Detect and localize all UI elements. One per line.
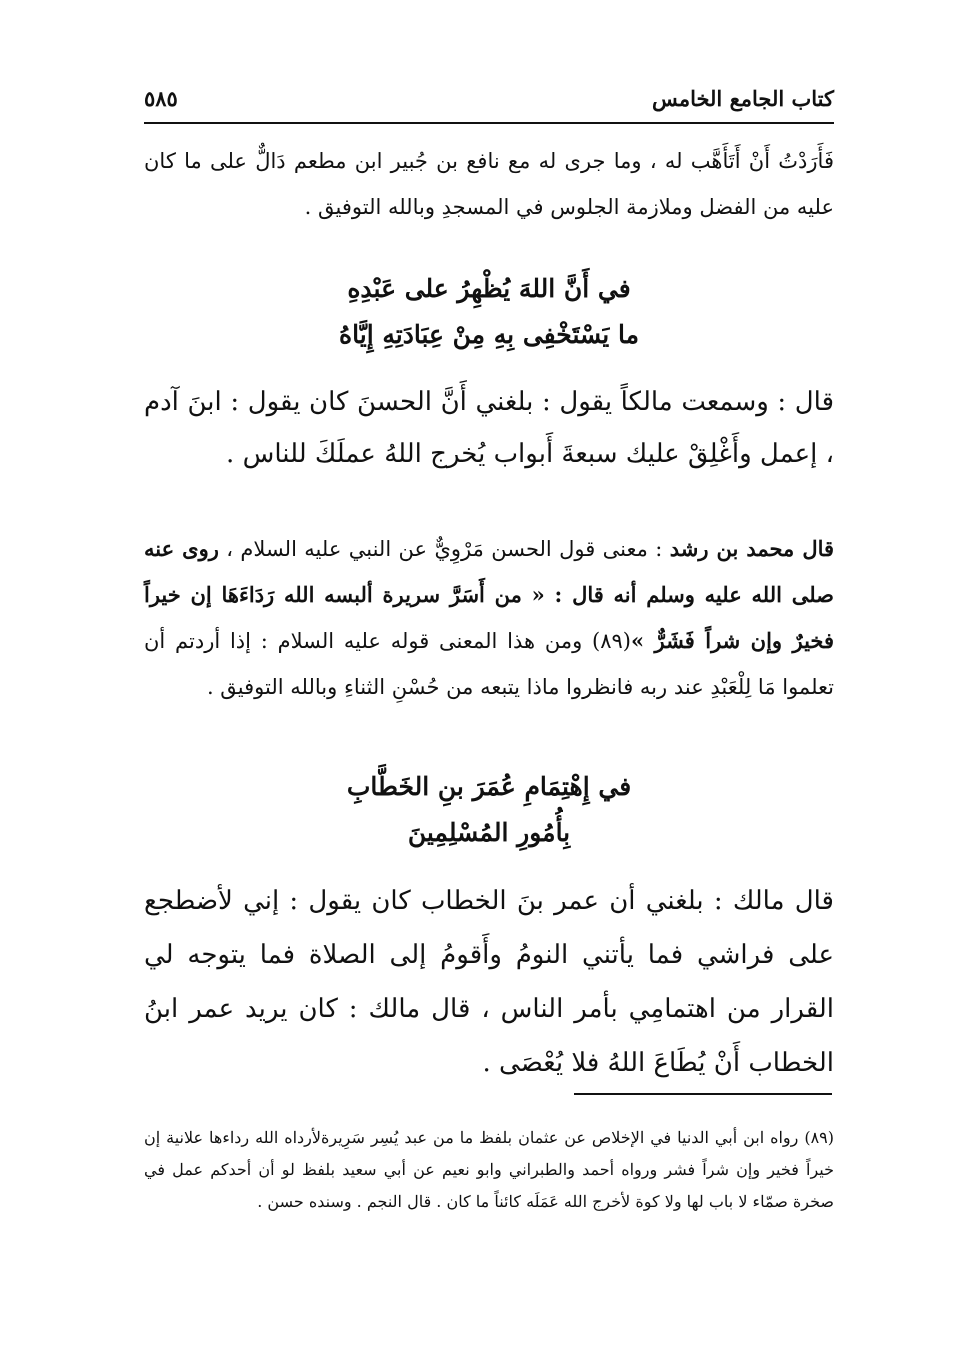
section-heading-1-line-1: في أَنَّ اللهَ يُظْهِرُ على عَبْدِهِ	[347, 274, 631, 303]
paragraph-3-part-a: : معنى قول الحسن مَرْوِيٌّ عن النبي عليه السلام ،	[218, 537, 670, 561]
section-heading-1-line-2: ما يَسْتَخْفِى بِهِ مِنْ عِبَادَتِهِ إِيَّاهُ	[339, 320, 639, 349]
section-heading-2-line-1: في إِهْتِمَامِ عُمَرَ بنِ الخَطَّابِ	[346, 772, 632, 801]
section-heading-2	[144, 764, 834, 856]
paragraph-1: فَأَرَدْتُ أَنْ أَتَأَهَّب له ، وما جرى له مع نافع بن جُبير ابن مطعم دَالٌّ على ما كان عليه من الفضل وملازمة الجلوس في المسجدِ وبالله التوفيق .	[144, 149, 834, 219]
footnote-divider	[574, 1093, 832, 1095]
page-number: ٥٨٥	[144, 86, 178, 111]
section-heading-1	[144, 266, 834, 358]
footnote-reference: (٨٩)	[591, 629, 631, 653]
header-divider	[144, 122, 834, 124]
footnote: (٨٩) رواه ابن أبي الدنيا في الإخلاص عن عثمان بلفظ ما من عبد يُسِر سَرِيرةلأرداه الله رداءها علانية إن خيراً فخير وإن شراً فشر ورواه أحمد والطبراني وابو نعيم عن أبي سعيد بلفظ لو أن أحدكم عمل في صخرة صمّاء لا باب لها ولا كوة لأخرج الله عَمَلَه كائناً ما كان . قال النجم . وسنده حسن .	[144, 1128, 834, 1211]
page-header	[144, 80, 834, 120]
paragraph-4: قال مالك : بلغني أن عمر بنَ الخطاب كان يقول : إني لأضطجع على فراشي فما يأتني النومُ وأَقومُ إلى الصلاة فما يتوجه لي القرار من اهتمامِي بأمر الناس ، قال مالك : كان يريد عمر ابنُ الخطاب أَنْ يُطَاعَ اللهُ فلا يُعْصَى .	[144, 886, 834, 1078]
paragraph-3-part-c: ومن هذا المعنى قوله عليه السلام : إذا أردتم أن تعلموا مَا لِلْعَبْدِ عند ربه فانظروا ماذا يتبعه من حُسْنِ الثناءِ وبالله التوفيق .	[144, 629, 834, 699]
section-heading-2-line-2: بِأُمُورِ المُسْلِمِينَ	[407, 818, 571, 847]
speaker-name: قال محمد بن رشد	[669, 536, 835, 561]
hadith-quote: روى عنه صلى الله عليه وسلم أنه قال : « من أَسَرَّ سريرة ألبسه الله رَدَاءَهَا إن خيراً فخيرٌ وإن شراً فَشَرٌّ »	[144, 536, 834, 653]
running-title: كتاب الجامع الخامس	[652, 86, 834, 111]
paragraph-2: قال : وسمعت مالكاً يقول : بلغني أَنَّ الحسنَ كان يقول : ابنَ آدم ، إعمل وأَغْلِقْ عليك سبعةَ أَبواب يُخرج اللهُ عملَكَ للناس .	[144, 387, 834, 469]
paragraph-3	[144, 526, 834, 710]
